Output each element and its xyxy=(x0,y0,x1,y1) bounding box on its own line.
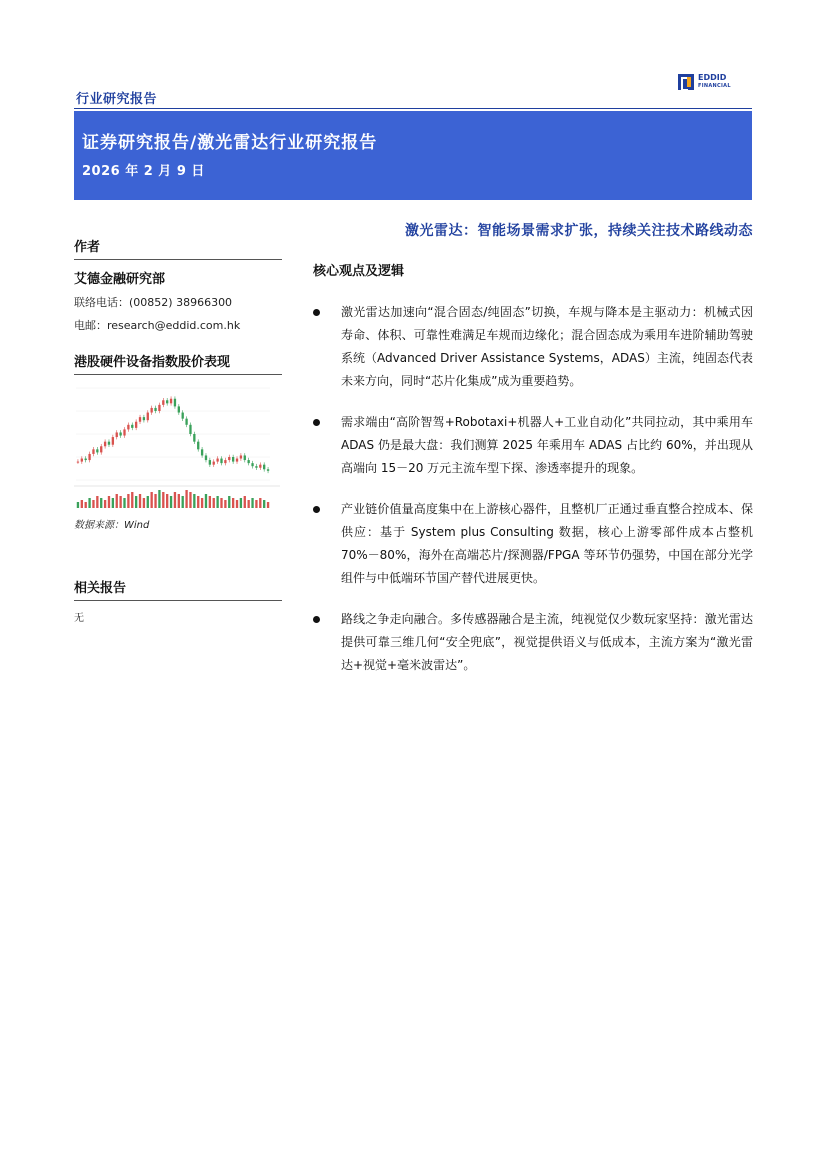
author-email: 电邮：research@eddid.com.hk xyxy=(74,319,241,332)
key-point xyxy=(313,411,753,480)
chart-volume-bar xyxy=(166,494,168,508)
chart-candle xyxy=(263,465,265,470)
bullet-dot-icon xyxy=(313,419,320,426)
chart-volume-bar xyxy=(228,496,230,508)
key-point-text: 需求端由“高阶智驾+Robotaxi+机器人+工业自动化”共同拉动，其中乘用车 ADAS 仍是最大盘：我们测算 2025 年乘用车 ADAS 占比约 60%，并出现从高端向 15－20 万元主流车型下探、渗透率提升的现象。 xyxy=(341,415,753,475)
key-point-text: 产业链价值量高度集中在上游核心器件，且整机厂正通过垂直整合控成本、保供应：基于 System plus Consulting 数据，核心上游零部件成本占整机 70%－80%，海外在高端芯片/探测器/FPGA 等环节仍强势，中国在部分光学组件与中低端环节国产替代进展更快。 xyxy=(341,502,753,585)
chart-candle xyxy=(77,462,79,463)
chart-candle xyxy=(131,425,133,428)
chart-volume-bar xyxy=(92,500,94,508)
chart-candle xyxy=(96,449,98,452)
chart-candle xyxy=(154,408,156,411)
logo-sub: FINANCIAL xyxy=(698,83,731,89)
chart-volume-bar xyxy=(220,498,222,508)
chart-volume-bar xyxy=(143,498,145,508)
chart-volume-bar xyxy=(189,492,191,508)
chart-volume-bar xyxy=(201,498,203,508)
chart-volume-bar xyxy=(255,500,257,508)
chart-volume-bar xyxy=(116,494,118,508)
chart-candle xyxy=(112,437,114,445)
chart-volume-bar xyxy=(85,502,87,508)
chart-volume-bar xyxy=(259,498,261,508)
chart-candle xyxy=(205,455,207,460)
chart-candle xyxy=(247,460,249,463)
chart-volume-bar xyxy=(150,492,152,508)
chart-volume-bar xyxy=(178,494,180,508)
chart-candle xyxy=(216,459,218,462)
chart-volume-bar xyxy=(88,498,90,508)
chart-volume-bar xyxy=(119,496,121,508)
chart-candle xyxy=(185,419,187,425)
author-rule xyxy=(74,259,282,260)
related-value: 无 xyxy=(74,613,84,624)
chart-candle xyxy=(162,400,164,405)
author-org: 艾德金融研究部 xyxy=(74,272,166,287)
chart-volume-bar xyxy=(185,490,187,508)
chart-volume-bar xyxy=(197,496,199,508)
chart-volume-bar xyxy=(127,494,129,508)
chart-candle xyxy=(178,406,180,412)
chart-candle xyxy=(236,459,238,462)
main-content xyxy=(313,220,753,695)
chart-candle xyxy=(166,400,168,403)
chart-candle xyxy=(255,466,257,468)
chart-candle xyxy=(220,459,222,464)
chart-candle xyxy=(119,432,121,435)
chart-candle xyxy=(201,449,203,455)
chart-volume-bar xyxy=(247,500,249,508)
chart-volume-bar xyxy=(182,496,184,508)
title-banner xyxy=(74,111,752,200)
chart-candle xyxy=(143,417,145,420)
chart-volume-bar xyxy=(147,496,149,508)
chart-volume-bar xyxy=(135,496,137,508)
chart-candle xyxy=(123,429,125,435)
chart-volume-bar xyxy=(162,492,164,508)
chart-volume-bar xyxy=(108,496,110,508)
chart-volume-bar xyxy=(251,498,253,508)
chart-candle xyxy=(251,463,253,466)
key-point xyxy=(313,301,753,393)
bullet-dot-icon xyxy=(313,506,320,513)
chart-volume-bar xyxy=(100,498,102,508)
chart-volume-bar xyxy=(81,500,83,508)
chart-volume-bar xyxy=(174,492,176,508)
chart-volume-bar xyxy=(158,490,160,508)
chart-candle xyxy=(127,425,129,430)
chart-candle xyxy=(108,442,110,445)
chart-volume-bar xyxy=(77,502,79,508)
chart-volume-bar xyxy=(123,498,125,508)
chart-candle xyxy=(209,460,211,465)
chart-candle xyxy=(139,417,141,422)
eddid-logo xyxy=(678,74,748,90)
section-heading: 核心观点及逻辑 xyxy=(313,264,405,279)
chart-candle xyxy=(85,459,87,461)
chart-candle xyxy=(189,425,191,434)
chart-volume-bar xyxy=(236,500,238,508)
chart-candle xyxy=(197,442,199,450)
chart-candle xyxy=(88,454,90,460)
author-phone: 联络电话：(00852) 38966300 xyxy=(74,296,233,309)
chart-candle xyxy=(244,455,246,460)
chart-volume-bar xyxy=(139,494,141,508)
bullet-dot-icon xyxy=(313,616,320,623)
chart-candle xyxy=(174,399,176,407)
chart-candle xyxy=(170,399,172,404)
related-heading: 相关报告 xyxy=(74,581,127,596)
performance-section xyxy=(74,351,282,375)
chart-candle xyxy=(104,442,106,447)
chart-candle xyxy=(213,462,215,465)
chart-candle xyxy=(116,432,118,437)
chart-volume-bar xyxy=(205,494,207,508)
chart-candle xyxy=(158,405,160,411)
author-heading: 作者 xyxy=(74,240,101,255)
chart-candle xyxy=(135,422,137,428)
performance-heading: 港股硬件设备指数股价表现 xyxy=(74,355,231,370)
performance-rule xyxy=(74,374,282,375)
chart-candle xyxy=(259,465,261,468)
chart-volume-bar xyxy=(104,500,106,508)
chart-volume-bar xyxy=(240,498,242,508)
logo-brand: EDDID xyxy=(698,73,727,82)
chart-candle xyxy=(100,446,102,452)
key-point xyxy=(313,498,753,590)
chart-volume-bar xyxy=(209,496,211,508)
chart-candle xyxy=(150,408,152,413)
chart-candle xyxy=(228,457,230,460)
key-point-text: 路线之争走向融合。多传感器融合是主流，纯视觉仅少数玩家坚持：激光雷达提供可靠三维几何“安全兜底”，视觉提供语义与低成本，主流方案为“激光雷达+视觉+毫米波雷达”。 xyxy=(341,612,753,672)
main-title: 激光雷达：智能场景需求扩张，持续关注技术路线动态 xyxy=(405,223,753,239)
chart-candle xyxy=(193,434,195,442)
chart-candle xyxy=(81,459,83,462)
logo-mark-icon xyxy=(678,74,694,90)
related-section xyxy=(74,577,282,624)
chart-volume-bar xyxy=(216,496,218,508)
performance-chart xyxy=(74,380,280,510)
report-date: 2026 年 2 月 9 日 xyxy=(82,164,205,179)
chart-volume-bar xyxy=(131,492,133,508)
chart-volume-bar xyxy=(263,500,265,508)
chart-candle xyxy=(267,469,269,471)
chart-volume-bar xyxy=(112,498,114,508)
chart-candle xyxy=(92,449,94,454)
chart-volume-bar xyxy=(96,496,98,508)
chart-volume-bar xyxy=(232,498,234,508)
chart-candle xyxy=(232,457,234,462)
author-section xyxy=(74,236,282,333)
report-title: 证券研究报告/激光雷达行业研究报告 xyxy=(82,133,378,153)
chart-volume-bar xyxy=(213,498,215,508)
chart-volume-bar xyxy=(154,494,156,508)
chart-volume-bar xyxy=(224,500,226,508)
report-category: 行业研究报告 xyxy=(76,92,158,107)
chart-source: 数据来源：Wind xyxy=(74,520,150,531)
chart-volume-bar xyxy=(244,496,246,508)
chart-volume-bar xyxy=(267,502,269,508)
related-rule xyxy=(74,600,282,601)
header-rule xyxy=(74,108,752,109)
chart-candle xyxy=(240,455,242,458)
key-points-list xyxy=(313,301,753,677)
chart-volume-bar xyxy=(170,496,172,508)
key-point-text: 激光雷达加速向“混合固态/纯固态”切换，车规与降本是主驱动力：机械式因寿命、体积、可靠性难满足车规而边缘化；混合固态成为乘用车进阶辅助驾驶系统（Advanced Driver Assistance Systems，ADAS）主流，纯固态代表未来方向，同时“芯片化集成”成为重要趋势。 xyxy=(341,305,753,388)
chart-candle xyxy=(182,413,184,419)
key-point xyxy=(313,608,753,677)
chart-candle xyxy=(147,413,149,421)
chart-candle xyxy=(224,460,226,463)
chart-volume-bar xyxy=(193,494,195,508)
bullet-dot-icon xyxy=(313,309,320,316)
